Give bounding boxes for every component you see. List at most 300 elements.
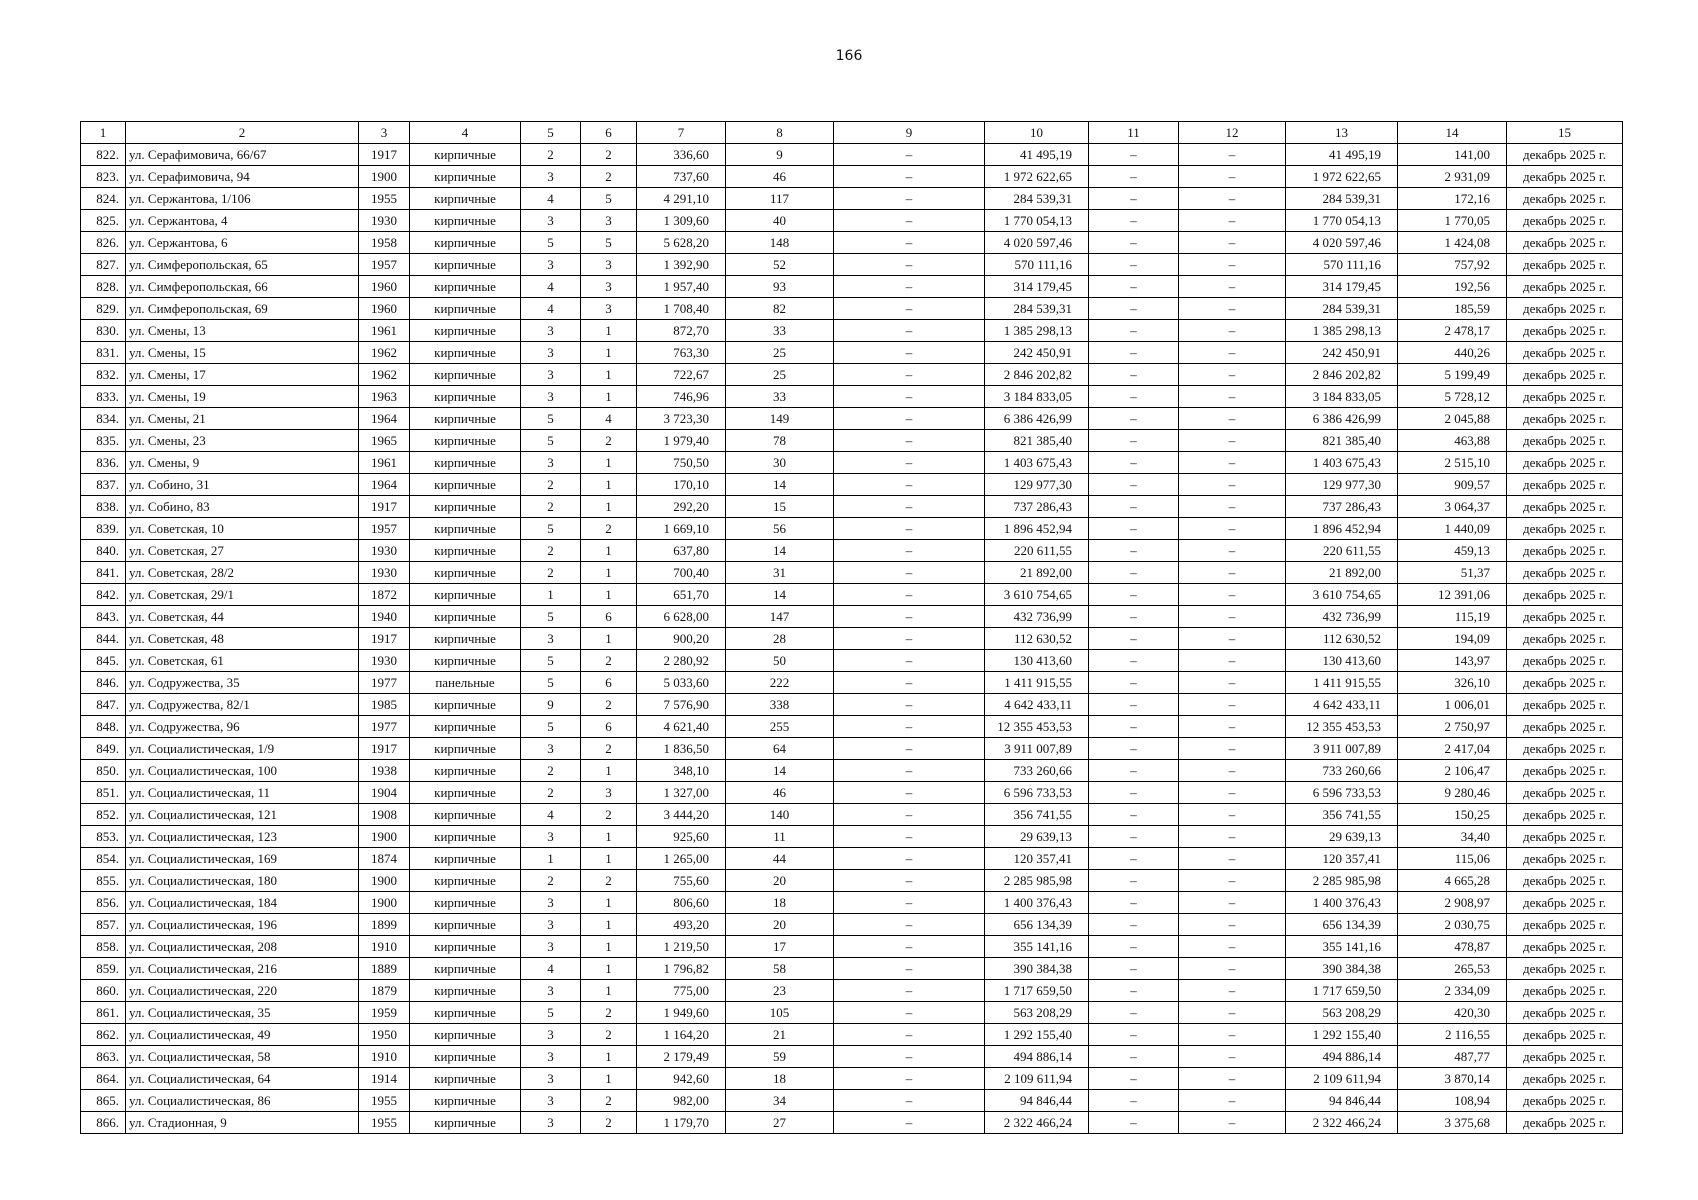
cell-entrances: 4 [581, 408, 637, 430]
cell-wall-material: кирпичные [410, 1024, 521, 1046]
cell-address: ул. Социалистическая, 208 [126, 936, 359, 958]
cell-wall-material: кирпичные [410, 782, 521, 804]
cell-cost: 94 846,44 [985, 1090, 1089, 1112]
cell-year-built: 1958 [359, 232, 410, 254]
cell-col-12: – [1179, 980, 1286, 1002]
column-header-15: 15 [1507, 122, 1623, 144]
cell-floors: 5 [521, 606, 581, 628]
cell-wall-material: кирпичные [410, 210, 521, 232]
table-row [81, 1090, 1623, 1112]
cell-col-11: – [1089, 980, 1179, 1002]
cell-floors: 4 [521, 276, 581, 298]
cell-wall-material: кирпичные [410, 738, 521, 760]
cell-area: 1 219,50 [637, 936, 726, 958]
cell-total-cost: 3 911 007,89 [1286, 738, 1398, 760]
cell-cost: 563 208,29 [985, 1002, 1089, 1024]
cell-deadline: декабрь 2025 г. [1507, 144, 1623, 166]
cell-row-number: 850. [81, 760, 126, 782]
cell-year-built: 1955 [359, 188, 410, 210]
cell-col-9: – [834, 430, 985, 452]
cell-wall-material: кирпичные [410, 716, 521, 738]
cell-wall-material: кирпичные [410, 540, 521, 562]
cell-col-11: – [1089, 738, 1179, 760]
table-row [81, 694, 1623, 716]
cell-col-11: – [1089, 408, 1179, 430]
cell-col-12: – [1179, 342, 1286, 364]
cell-residents: 25 [726, 364, 834, 386]
cell-col-9: – [834, 364, 985, 386]
cell-cost: 2 846 202,82 [985, 364, 1089, 386]
cell-area: 1 708,40 [637, 298, 726, 320]
cell-wall-material: кирпичные [410, 1112, 521, 1134]
cell-deadline: декабрь 2025 г. [1507, 760, 1623, 782]
table-row [81, 958, 1623, 980]
cell-year-built: 1900 [359, 166, 410, 188]
cell-row-number: 856. [81, 892, 126, 914]
cell-cost-per-unit: 463,88 [1398, 430, 1507, 452]
cell-residents: 14 [726, 584, 834, 606]
cell-deadline: декабрь 2025 г. [1507, 386, 1623, 408]
cell-year-built: 1938 [359, 760, 410, 782]
cell-address: ул. Советская, 61 [126, 650, 359, 672]
cell-total-cost: 2 285 985,98 [1286, 870, 1398, 892]
cell-entrances: 1 [581, 496, 637, 518]
cell-area: 1 979,40 [637, 430, 726, 452]
cell-cost: 1 403 675,43 [985, 452, 1089, 474]
cell-floors: 4 [521, 188, 581, 210]
cell-cost-per-unit: 2 931,09 [1398, 166, 1507, 188]
cell-address: ул. Социалистическая, 180 [126, 870, 359, 892]
cell-row-number: 844. [81, 628, 126, 650]
cell-col-12: – [1179, 914, 1286, 936]
cell-wall-material: кирпичные [410, 254, 521, 276]
cell-wall-material: кирпичные [410, 980, 521, 1002]
cell-floors: 2 [521, 782, 581, 804]
cell-col-12: – [1179, 628, 1286, 650]
cell-deadline: декабрь 2025 г. [1507, 210, 1623, 232]
cell-area: 2 179,49 [637, 1046, 726, 1068]
cell-residents: 34 [726, 1090, 834, 1112]
cell-row-number: 842. [81, 584, 126, 606]
cell-col-11: – [1089, 342, 1179, 364]
cell-row-number: 854. [81, 848, 126, 870]
table-row [81, 518, 1623, 540]
cell-cost: 570 111,16 [985, 254, 1089, 276]
cell-cost: 129 977,30 [985, 474, 1089, 496]
cell-cost-per-unit: 2 045,88 [1398, 408, 1507, 430]
cell-row-number: 865. [81, 1090, 126, 1112]
cell-col-12: – [1179, 1068, 1286, 1090]
cell-cost: 733 260,66 [985, 760, 1089, 782]
cell-address: ул. Сержантова, 1/106 [126, 188, 359, 210]
cell-col-9: – [834, 870, 985, 892]
cell-floors: 3 [521, 320, 581, 342]
cell-deadline: декабрь 2025 г. [1507, 254, 1623, 276]
cell-entrances: 1 [581, 936, 637, 958]
cell-year-built: 1900 [359, 870, 410, 892]
cell-col-12: – [1179, 936, 1286, 958]
cell-address: ул. Содружества, 82/1 [126, 694, 359, 716]
cell-cost: 284 539,31 [985, 298, 1089, 320]
cell-col-12: – [1179, 408, 1286, 430]
cell-row-number: 863. [81, 1046, 126, 1068]
cell-col-9: – [834, 188, 985, 210]
cell-wall-material: панельные [410, 672, 521, 694]
cell-col-11: – [1089, 518, 1179, 540]
cell-col-12: – [1179, 826, 1286, 848]
cell-deadline: декабрь 2025 г. [1507, 958, 1623, 980]
cell-col-12: – [1179, 760, 1286, 782]
cell-col-9: – [834, 760, 985, 782]
cell-entrances: 3 [581, 276, 637, 298]
cell-deadline: декабрь 2025 г. [1507, 980, 1623, 1002]
cell-deadline: декабрь 2025 г. [1507, 408, 1623, 430]
cell-wall-material: кирпичные [410, 936, 521, 958]
cell-floors: 4 [521, 958, 581, 980]
cell-row-number: 859. [81, 958, 126, 980]
cell-deadline: декабрь 2025 г. [1507, 298, 1623, 320]
cell-col-9: – [834, 342, 985, 364]
cell-address: ул. Социалистическая, 196 [126, 914, 359, 936]
cell-cost-per-unit: 115,06 [1398, 848, 1507, 870]
cell-row-number: 853. [81, 826, 126, 848]
cell-cost-per-unit: 478,87 [1398, 936, 1507, 958]
cell-col-9: – [834, 1046, 985, 1068]
cell-col-9: – [834, 276, 985, 298]
cell-deadline: декабрь 2025 г. [1507, 364, 1623, 386]
cell-col-12: – [1179, 496, 1286, 518]
cell-residents: 44 [726, 848, 834, 870]
cell-cost: 1 385 298,13 [985, 320, 1089, 342]
cell-address: ул. Социалистическая, 123 [126, 826, 359, 848]
cell-wall-material: кирпичные [410, 892, 521, 914]
cell-residents: 28 [726, 628, 834, 650]
cell-year-built: 1910 [359, 1046, 410, 1068]
table-row [81, 144, 1623, 166]
cell-cost-per-unit: 459,13 [1398, 540, 1507, 562]
cell-entrances: 5 [581, 188, 637, 210]
cell-col-11: – [1089, 430, 1179, 452]
cell-cost-per-unit: 1 440,09 [1398, 518, 1507, 540]
cell-col-12: – [1179, 562, 1286, 584]
cell-cost: 130 413,60 [985, 650, 1089, 672]
cell-cost: 2 322 466,24 [985, 1112, 1089, 1134]
cell-cost: 120 357,41 [985, 848, 1089, 870]
cell-year-built: 1963 [359, 386, 410, 408]
cell-address: ул. Стадионная, 9 [126, 1112, 359, 1134]
cell-residents: 56 [726, 518, 834, 540]
cell-cost-per-unit: 3 064,37 [1398, 496, 1507, 518]
table-row [81, 430, 1623, 452]
cell-total-cost: 355 141,16 [1286, 936, 1398, 958]
cell-cost-per-unit: 108,94 [1398, 1090, 1507, 1112]
cell-residents: 147 [726, 606, 834, 628]
cell-col-9: – [834, 672, 985, 694]
cell-year-built: 1914 [359, 1068, 410, 1090]
cell-col-11: – [1089, 804, 1179, 826]
cell-area: 1 949,60 [637, 1002, 726, 1024]
cell-entrances: 2 [581, 1112, 637, 1134]
cell-year-built: 1930 [359, 210, 410, 232]
cell-floors: 5 [521, 650, 581, 672]
cell-total-cost: 1 411 915,55 [1286, 672, 1398, 694]
cell-floors: 2 [521, 540, 581, 562]
cell-cost: 3 184 833,05 [985, 386, 1089, 408]
cell-wall-material: кирпичные [410, 144, 521, 166]
cell-row-number: 862. [81, 1024, 126, 1046]
cell-year-built: 1950 [359, 1024, 410, 1046]
cell-residents: 50 [726, 650, 834, 672]
cell-floors: 3 [521, 1090, 581, 1112]
cell-wall-material: кирпичные [410, 188, 521, 210]
cell-col-11: – [1089, 364, 1179, 386]
cell-year-built: 1940 [359, 606, 410, 628]
cell-area: 1 164,20 [637, 1024, 726, 1046]
cell-col-11: – [1089, 892, 1179, 914]
cell-deadline: декабрь 2025 г. [1507, 870, 1623, 892]
cell-deadline: декабрь 2025 г. [1507, 584, 1623, 606]
cell-col-9: – [834, 628, 985, 650]
cell-total-cost: 563 208,29 [1286, 1002, 1398, 1024]
cell-floors: 2 [521, 562, 581, 584]
cell-area: 7 576,90 [637, 694, 726, 716]
cell-col-12: – [1179, 276, 1286, 298]
cell-col-11: – [1089, 1002, 1179, 1024]
cell-total-cost: 112 630,52 [1286, 628, 1398, 650]
cell-residents: 23 [726, 980, 834, 1002]
cell-cost-per-unit: 2 750,97 [1398, 716, 1507, 738]
cell-col-9: – [834, 694, 985, 716]
cell-residents: 30 [726, 452, 834, 474]
table-row [81, 584, 1623, 606]
cell-col-12: – [1179, 584, 1286, 606]
cell-row-number: 858. [81, 936, 126, 958]
cell-wall-material: кирпичные [410, 276, 521, 298]
cell-col-11: – [1089, 628, 1179, 650]
cell-year-built: 1965 [359, 430, 410, 452]
cell-area: 1 265,00 [637, 848, 726, 870]
cell-residents: 25 [726, 342, 834, 364]
cell-col-12: – [1179, 870, 1286, 892]
cell-floors: 3 [521, 1024, 581, 1046]
cell-year-built: 1961 [359, 452, 410, 474]
cell-col-12: – [1179, 1046, 1286, 1068]
cell-col-9: – [834, 210, 985, 232]
cell-area: 1 957,40 [637, 276, 726, 298]
cell-floors: 3 [521, 914, 581, 936]
cell-cost-per-unit: 440,26 [1398, 342, 1507, 364]
cell-col-12: – [1179, 452, 1286, 474]
cell-year-built: 1872 [359, 584, 410, 606]
cell-entrances: 1 [581, 980, 637, 1002]
column-header-8: 8 [726, 122, 834, 144]
cell-col-12: – [1179, 254, 1286, 276]
cell-deadline: декабрь 2025 г. [1507, 1112, 1623, 1134]
cell-row-number: 823. [81, 166, 126, 188]
cell-entrances: 2 [581, 144, 637, 166]
cell-cost-per-unit: 2 116,55 [1398, 1024, 1507, 1046]
cell-total-cost: 314 179,45 [1286, 276, 1398, 298]
cell-row-number: 838. [81, 496, 126, 518]
cell-col-9: – [834, 958, 985, 980]
cell-col-9: – [834, 452, 985, 474]
cell-deadline: декабрь 2025 г. [1507, 562, 1623, 584]
cell-cost: 1 896 452,94 [985, 518, 1089, 540]
cell-col-12: – [1179, 848, 1286, 870]
cell-total-cost: 1 385 298,13 [1286, 320, 1398, 342]
cell-floors: 2 [521, 474, 581, 496]
cell-wall-material: кирпичные [410, 1046, 521, 1068]
cell-col-11: – [1089, 320, 1179, 342]
cell-cost: 284 539,31 [985, 188, 1089, 210]
cell-row-number: 839. [81, 518, 126, 540]
cell-wall-material: кирпичные [410, 452, 521, 474]
cell-col-9: – [834, 1024, 985, 1046]
cell-col-12: – [1179, 1024, 1286, 1046]
cell-year-built: 1889 [359, 958, 410, 980]
table-row [81, 386, 1623, 408]
cell-col-12: – [1179, 430, 1286, 452]
cell-wall-material: кирпичные [410, 1090, 521, 1112]
cell-cost: 821 385,40 [985, 430, 1089, 452]
cell-total-cost: 94 846,44 [1286, 1090, 1398, 1112]
cell-total-cost: 120 357,41 [1286, 848, 1398, 870]
cell-floors: 3 [521, 738, 581, 760]
cell-cost-per-unit: 909,57 [1398, 474, 1507, 496]
table-row [81, 980, 1623, 1002]
cell-address: ул. Социалистическая, 11 [126, 782, 359, 804]
cell-wall-material: кирпичные [410, 958, 521, 980]
cell-residents: 11 [726, 826, 834, 848]
cell-col-11: – [1089, 694, 1179, 716]
cell-cost-per-unit: 2 030,75 [1398, 914, 1507, 936]
cell-col-12: – [1179, 188, 1286, 210]
cell-entrances: 2 [581, 1024, 637, 1046]
table-row [81, 166, 1623, 188]
cell-year-built: 1957 [359, 518, 410, 540]
cell-entrances: 2 [581, 738, 637, 760]
column-header-13: 13 [1286, 122, 1398, 144]
cell-col-11: – [1089, 1068, 1179, 1090]
cell-col-12: – [1179, 232, 1286, 254]
cell-floors: 5 [521, 232, 581, 254]
cell-deadline: декабрь 2025 г. [1507, 1046, 1623, 1068]
cell-area: 1 796,82 [637, 958, 726, 980]
table-row [81, 936, 1623, 958]
cell-col-12: – [1179, 386, 1286, 408]
cell-col-11: – [1089, 782, 1179, 804]
cell-col-9: – [834, 144, 985, 166]
cell-col-12: – [1179, 364, 1286, 386]
cell-row-number: 831. [81, 342, 126, 364]
table-row [81, 232, 1623, 254]
cell-row-number: 824. [81, 188, 126, 210]
cell-col-11: – [1089, 144, 1179, 166]
cell-year-built: 1962 [359, 342, 410, 364]
cell-col-9: – [834, 738, 985, 760]
cell-col-11: – [1089, 716, 1179, 738]
cell-wall-material: кирпичные [410, 628, 521, 650]
cell-year-built: 1930 [359, 650, 410, 672]
cell-row-number: 866. [81, 1112, 126, 1134]
cell-col-11: – [1089, 870, 1179, 892]
cell-col-11: – [1089, 1024, 1179, 1046]
cell-entrances: 6 [581, 716, 637, 738]
cell-address: ул. Сержантова, 4 [126, 210, 359, 232]
cell-area: 4 291,10 [637, 188, 726, 210]
cell-total-cost: 1 896 452,94 [1286, 518, 1398, 540]
cell-deadline: декабрь 2025 г. [1507, 716, 1623, 738]
cell-residents: 46 [726, 166, 834, 188]
table-row [81, 716, 1623, 738]
cell-total-cost: 737 286,43 [1286, 496, 1398, 518]
table-row [81, 1002, 1623, 1024]
cell-floors: 5 [521, 1002, 581, 1024]
cell-deadline: декабрь 2025 г. [1507, 826, 1623, 848]
column-header-14: 14 [1398, 122, 1507, 144]
cell-total-cost: 3 610 754,65 [1286, 584, 1398, 606]
cell-area: 1 669,10 [637, 518, 726, 540]
cell-row-number: 855. [81, 870, 126, 892]
cell-address: ул. Смены, 13 [126, 320, 359, 342]
cell-cost: 220 611,55 [985, 540, 1089, 562]
cell-deadline: декабрь 2025 г. [1507, 782, 1623, 804]
cell-area: 982,00 [637, 1090, 726, 1112]
cell-deadline: декабрь 2025 г. [1507, 188, 1623, 210]
cell-address: ул. Симферопольская, 66 [126, 276, 359, 298]
cell-deadline: декабрь 2025 г. [1507, 1068, 1623, 1090]
cell-address: ул. Социалистическая, 184 [126, 892, 359, 914]
cell-residents: 82 [726, 298, 834, 320]
cell-entrances: 1 [581, 452, 637, 474]
cell-entrances: 1 [581, 760, 637, 782]
cell-year-built: 1964 [359, 474, 410, 496]
cell-cost: 2 109 611,94 [985, 1068, 1089, 1090]
table-header [81, 122, 1623, 144]
cell-residents: 93 [726, 276, 834, 298]
cell-cost: 4 020 597,46 [985, 232, 1089, 254]
cell-entrances: 1 [581, 958, 637, 980]
table-row [81, 628, 1623, 650]
cell-residents: 14 [726, 540, 834, 562]
cell-floors: 1 [521, 848, 581, 870]
cell-floors: 5 [521, 716, 581, 738]
cell-year-built: 1962 [359, 364, 410, 386]
cell-cost-per-unit: 5 199,49 [1398, 364, 1507, 386]
cell-entrances: 2 [581, 1002, 637, 1024]
cell-cost: 4 642 433,11 [985, 694, 1089, 716]
cell-row-number: 841. [81, 562, 126, 584]
cell-area: 755,60 [637, 870, 726, 892]
table-row [81, 342, 1623, 364]
cell-col-9: – [834, 826, 985, 848]
cell-area: 170,10 [637, 474, 726, 496]
cell-year-built: 1955 [359, 1112, 410, 1134]
cell-wall-material: кирпичные [410, 474, 521, 496]
cell-wall-material: кирпичные [410, 694, 521, 716]
cell-col-11: – [1089, 672, 1179, 694]
cell-row-number: 830. [81, 320, 126, 342]
cell-year-built: 1910 [359, 936, 410, 958]
cell-year-built: 1955 [359, 1090, 410, 1112]
cell-deadline: декабрь 2025 г. [1507, 540, 1623, 562]
cell-floors: 5 [521, 672, 581, 694]
cell-cost-per-unit: 34,40 [1398, 826, 1507, 848]
cell-col-11: – [1089, 1090, 1179, 1112]
cell-deadline: декабрь 2025 г. [1507, 672, 1623, 694]
cell-residents: 20 [726, 914, 834, 936]
cell-deadline: декабрь 2025 г. [1507, 232, 1623, 254]
